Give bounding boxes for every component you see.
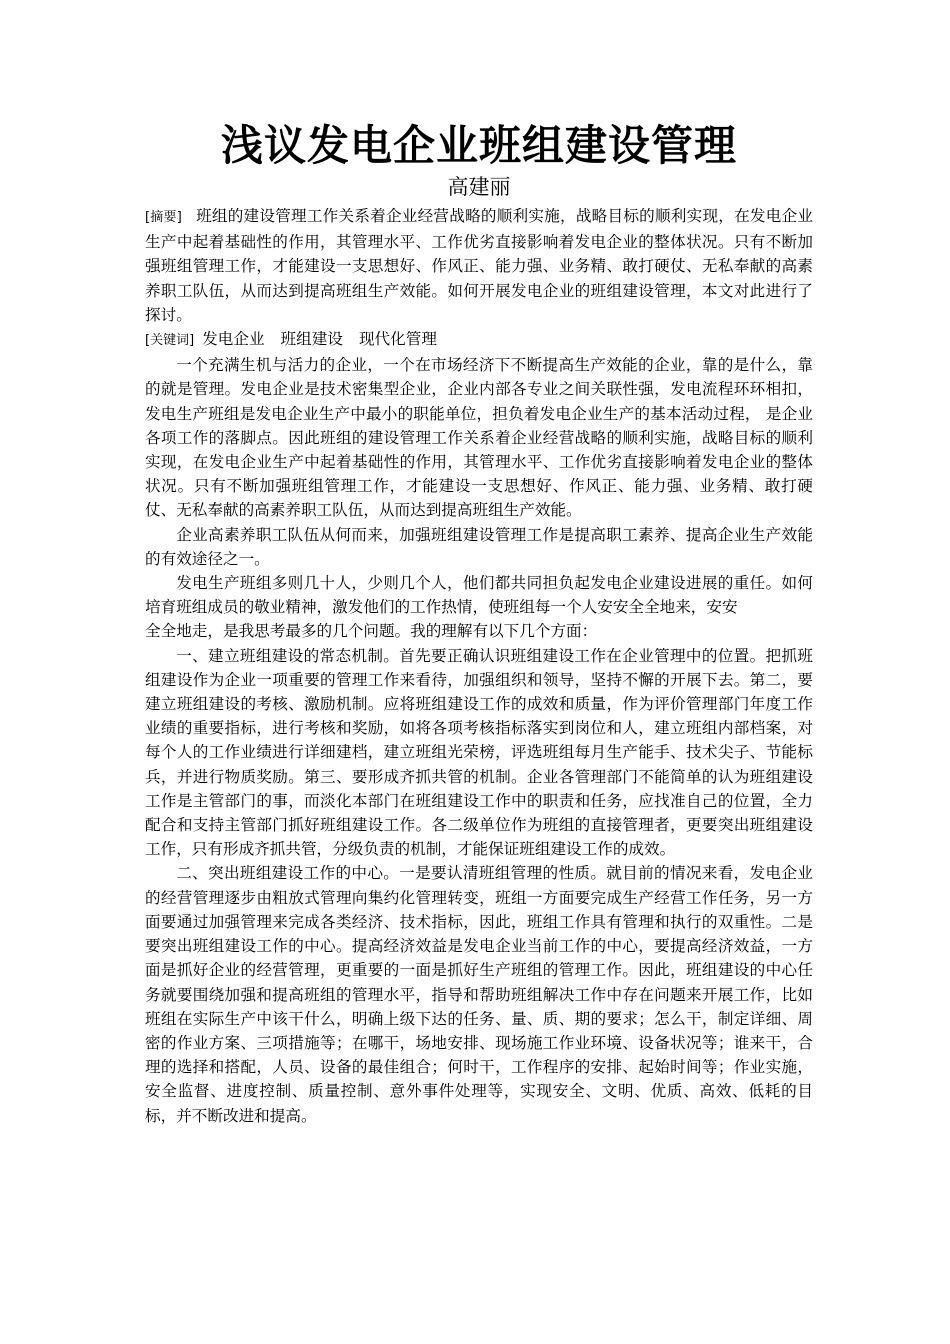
keyword-item: 发电企业: [202, 330, 265, 349]
body-paragraph: 一个充满生机与活力的企业，一个在市场经济下不断提高生产效能的企业，靠的是什么，靠的就是管理。发电企业是技术密集型企业，企业内部各专业之间关联性强，发电流程环环相扣，发电生产班组是发电企业生产中最小的职能单位，担负着发电企业生产的基本活动过程， 是企业各项工作的落脚点。因此班组的建设管理工作关系着企业经营战略的顺利实施，战略目标的顺利实现，在发电企业生产中起着基础性的作用，其管理水平、工作优劣直接影响着发电企业的整体状况。只有不断加强班组管理工作，才能建设一支思想好、作风正、能力强、业务精、敢打硬仗、无私奉献的高素养职工队伍，从而达到提高班组生产效能。: [145, 356, 813, 520]
body-paragraph: 发电生产班组多则几十人，少则几个人，他们都共同担负起发电企业建设进展的重任。如何培育班组成员的敬业精神，激发他们的工作热情，使班组每一个人安安全全地来，安安: [145, 574, 813, 617]
body-paragraph: 企业高素养职工队伍从何而来，加强班组建设管理工作是提高职工素养、提高企业生产效能的有效途径之一。: [145, 525, 813, 568]
body-paragraph: 二、突出班组建设工作的中心。一是要认清班组管理的性质。就目前的情况来看，发电企业的经营管理逐步由粗放式管理向集约化管理转变，班组一方面要完成生产经营工作任务，另一方面要通过加强管理来完成各类经济、技术指标，因此，班组工作具有管理和执行的双重性。二是要突出班组建设工作的中心。提高经济效益是发电企业当前工作的中心，要提高经济效益，一方面是抓好企业的经营管理，更重要的一面是抓好生产班组的管理工作。因此，班组建设的中心任务就要围绕加强和提高班组的管理水平，指导和帮助班组解决工作中存在问题来开展工作，比如班组在实际生产中该干什么，明确上级下达的任务、量、质、期的要求；怎么干，制定详细、周密的作业方案、三项措施等；在哪干，场地安排、现场施工作业环境、设备状况等；谁来干，合理的选择和搭配，人员、设备的最佳组合；何时干，工作程序的安排、起始时间等；作业实施，安全监督、进度控制、质量控制、意外事件处理等，实现安全、文明、优质、高效、低耗的目标，并不断改进和提高。: [145, 864, 813, 1125]
author-name: 高建丽: [447, 175, 511, 199]
keyword-item: 班组建设: [280, 330, 343, 349]
abstract-tag: [摘要]: [145, 210, 182, 225]
abstract-text: 班组的建设管理工作关系着企业经营战略的顺利实施，战略目标的顺利实现，在发电企业生产中起着基础性的作用，其管理水平、工作优劣直接影响着发电企业的整体状况。只有不断加强班组管理工作，才能建设一支思想好、作风正、能力强、业务精、敢打硬仗、无私奉献的高素养职工队伍，从而达到提高班组生产效能。如何开展发电企业的班组建设管理，本文对此进行了探讨。: [145, 207, 813, 324]
document-title: 浅议发电企业班组建设管理: [220, 121, 737, 170]
document-page: [145, 118, 813, 1128]
keywords: [145, 327, 813, 353]
body-paragraph: 一、建立班组建设的常态机制。首先要正确认识班组建设工作在企业管理中的位置。把抓班组建设作为企业一项重要的管理工作来看待，加强组织和领导，坚持不懈的开展下去。第二，要建立班组建设的考核、激励机制。应将班组建设工作的成效和质量，作为评价管理部门年度工作业绩的重要指标，进行考核和奖励，如将各项考核指标落实到岗位和人，建立班组内部档案，对每个人的工作业绩进行详细建档，建立班组光荣榜，评选班组每月生产能手、技术尖子、节能标兵，并进行物质奖励。第三、要形成齐抓共管的机制。企业各管理部门不能简单的认为班组建设工作是主管部门的事，而淡化本部门在班组建设工作中的职责和任务，应找准自己的位置，全力配合和支持主管部门抓好班组建设工作。各二级单位作为班组的直接管理者，更要突出班组建设工作，只有形成齐抓共管，分级负责的机制，才能保证班组建设工作的成效。: [145, 646, 813, 859]
keywords-tag: [关键词]: [145, 333, 195, 349]
keyword-item: 现代化管理: [358, 330, 437, 349]
body-paragraph: 全全地走，是我思考最多的几个问题。我的理解有以下几个方面：: [145, 622, 598, 641]
abstract: [145, 204, 813, 327]
